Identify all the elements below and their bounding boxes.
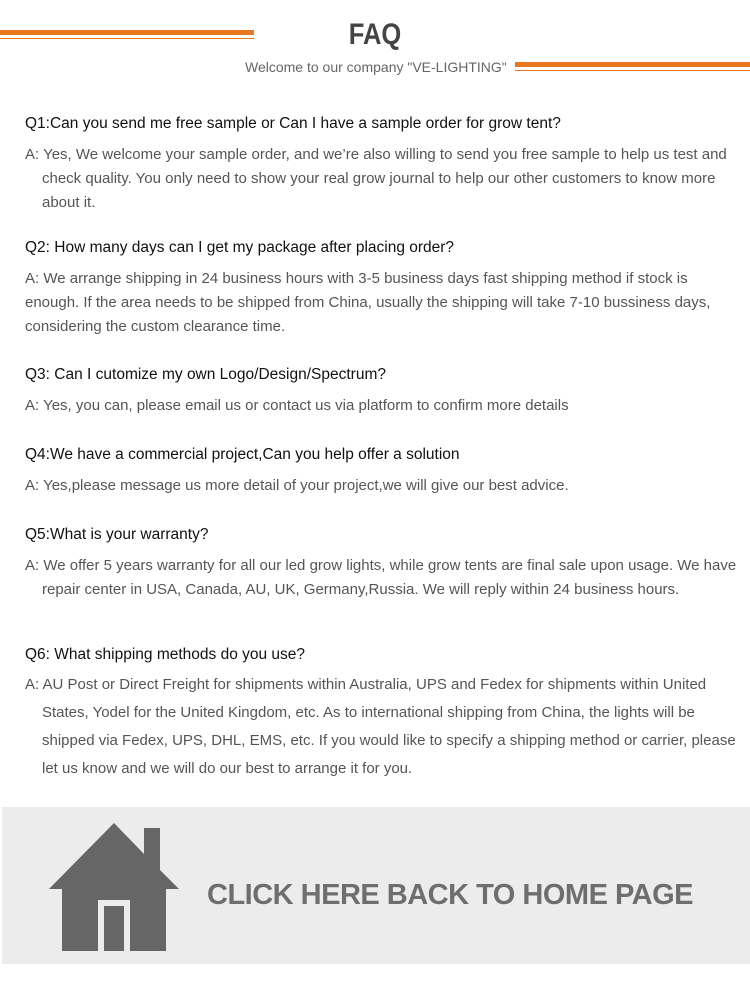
faq-answer: A: AU Post or Direct Freight for shipments within Australia, UPS and Fedex for shipments within United States, Yodel for the United Kingdom, etc. As to international shipping from China, the lights will be shipped via Fedex, UPS, DHL, EMS, etc. If you would like to specify a shipping method or carrier, please let us know and we will do our best to arrange it for you. — [25, 676, 736, 777]
faq-item-2 — [25, 238, 745, 339]
faq-answer: A: Yes, you can, please email us or contact us via platform to confirm more details — [25, 397, 569, 414]
faq-question: Q5:What is your warranty? — [25, 526, 209, 543]
faq-answer: A: Yes,please message us more detail of your project,we will give our best advice. — [25, 477, 569, 494]
back-to-home-label[interactable]: CLICK HERE BACK TO HOME PAGE — [207, 879, 694, 911]
faq-item-5 — [25, 525, 745, 602]
back-to-home-banner[interactable] — [2, 807, 750, 964]
faq-item-3 — [25, 365, 745, 418]
header-rule-right-thin — [515, 70, 750, 71]
faq-item-4 — [25, 445, 745, 498]
faq-question: Q1:Can you send me free sample or Can I have a sample order for grow tent? — [25, 115, 561, 132]
faq-question: Q6: What shipping methods do you use? — [25, 646, 306, 663]
home-icon — [49, 823, 179, 951]
faq-question: Q2: How many days can I get my package after placing order? — [25, 239, 455, 256]
faq-answer: A: We offer 5 years warranty for all our led grow lights, while grow tents are final sale upon usage. We have repair center in USA, Canada, AU, UK, Germany,Russia. We will reply within 24 business hours. — [25, 557, 737, 598]
faq-answer: A: Yes, We welcome your sample order, and we’re also willing to send you free sample to help us test and check quality. You only need to show your real grow journal to help our other customers to know more about it. — [25, 146, 727, 211]
faq-question: Q3: Can I cutomize my own Logo/Design/Spectrum? — [25, 366, 386, 383]
page-title: FAQ — [348, 18, 402, 51]
header-rule-right — [515, 62, 750, 67]
faq-question: Q4:We have a commercial project,Can you help offer a solution — [25, 446, 460, 463]
faq-answer: A: We arrange shipping in 24 business hours with 3-5 business days fast shipping method if stock is enough. If the area needs to be shipped from China, usually the shipping will take 7-10 bussiness days, considering the custom clearance time. — [25, 270, 711, 335]
faq-item-1 — [25, 114, 745, 215]
page-subtitle: Welcome to our company "VE-LIGHTING" — [245, 59, 507, 75]
faq-item-6 — [25, 645, 745, 783]
